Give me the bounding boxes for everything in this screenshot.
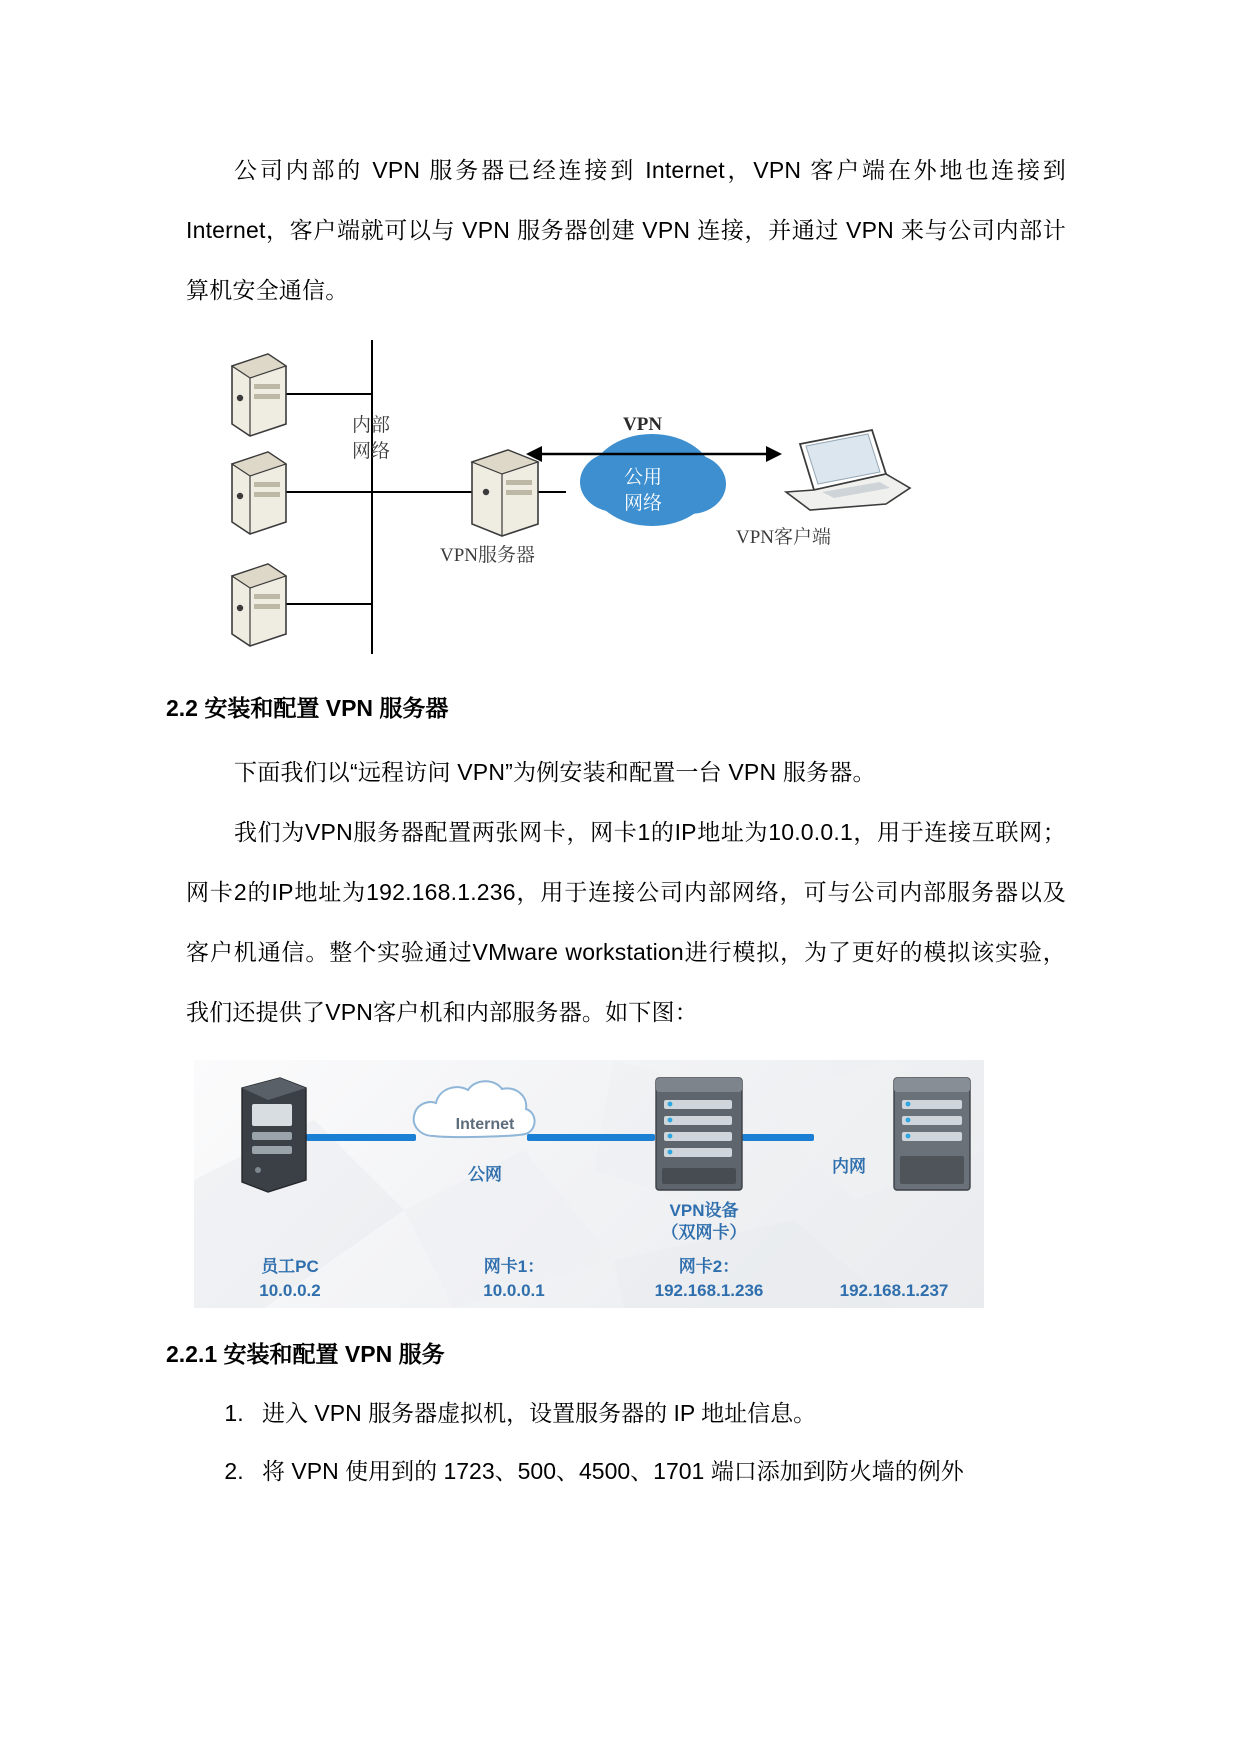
figure2-label-vpn-device-line1: VPN设备 [669,1201,739,1220]
figure2-label-employee-pc-ip: 10.0.0.2 [259,1281,321,1300]
figure1-label-vpn-client: VPN客户端 [736,527,832,548]
vpn-device-icon [656,1078,742,1190]
figure1-label-vpn: VPN [623,414,663,435]
figure1-label-internal-network-line2: 网络 [352,441,391,462]
figure2-label-nic1-ip: 10.0.0.1 [483,1281,545,1300]
list-item: 1. 进入 VPN 服务器虚拟机，设置服务器的 IP 地址信息。 [250,1384,1066,1442]
figure2-label-intranet: 内网 [832,1157,866,1176]
figure2-label-internet: Internet [455,1116,515,1133]
section-heading-2-2: 2.2 安装和配置 VPN 服务器 [166,695,449,721]
figure1-label-public-network-line2: 网络 [624,493,663,514]
figure1-label-vpn-server: VPN服务器 [440,545,536,566]
document-content [166,140,1066,1500]
list-item: 2. 将 VPN 使用到的 1723、500、4500、1701 端口添加到防火墙的例外 [250,1442,1066,1500]
steps-list [186,1384,1066,1500]
figure2-label-public-net: 公网 [468,1165,502,1184]
figure2-label-nic1-name: 网卡1： [483,1257,545,1276]
figure2-label-server-ip: 192.168.1.237 [839,1281,949,1300]
figure1-label-internal-network-line1: 内部 [352,415,391,436]
paragraph-example-intro: 下面我们以“远程访问 VPN”为例安装和配置一台 VPN 服务器。 [234,759,876,785]
figure2-label-nic2-ip: 192.168.1.236 [654,1281,764,1300]
figure-vpn-topology [186,332,1066,662]
paragraph-intro: 公司内部的 VPN 服务器已经连接到 Internet，VPN 客户端在外地也连接到 Internet，客户端就可以与 VPN 服务器创建 VPN 连接，并通过 VPN 来与公司内部计算机安全通信。 [186,157,1066,303]
figure-lab-topology [194,1060,984,1308]
figure2-label-vpn-device-line2: （双网卡） [661,1223,747,1242]
figure1-label-public-network-line1: 公用 [624,467,663,488]
figure2-label-nic2-name: 网卡2： [678,1257,740,1276]
employee-pc-icon [242,1078,306,1192]
internal-server-icon [894,1078,970,1190]
section-heading-2-2-1: 2.2.1 安装和配置 VPN 服务 [166,1341,445,1367]
paragraph-nic-config: 我们为VPN服务器配置两张网卡，网卡1的IP地址为10.0.0.1，用于连接互联网；网卡2的IP地址为192.168.1.236，用于连接公司内部网络，可与公司内部服务器以及客户机通信。整个实验通过VMware workstation进行模拟，为了更好的模拟该实验，我们还提供了VPN客户机和内部服务器。如下图： [186,819,1066,1025]
figure2-label-employee-pc-name: 员工PC [261,1257,319,1276]
